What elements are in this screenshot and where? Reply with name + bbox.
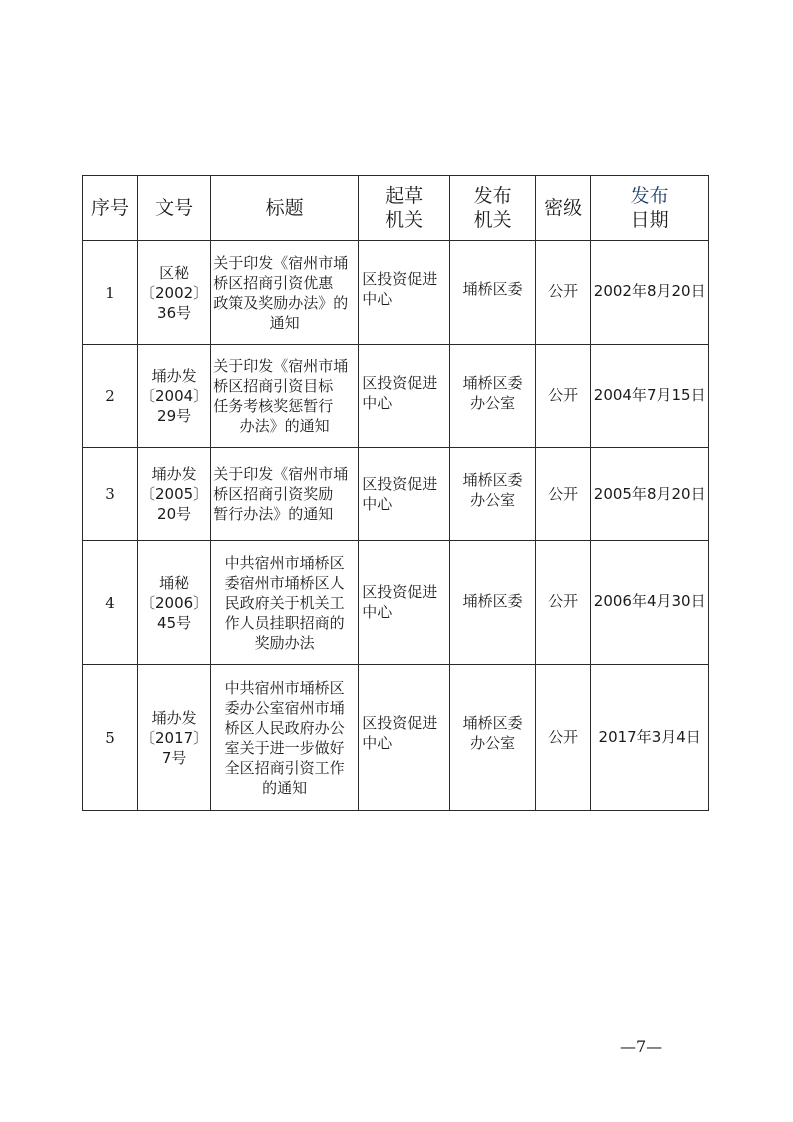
title-line: 桥区招商引资奖励	[213, 485, 334, 503]
cell-publisher	[450, 448, 536, 541]
drafter-line: 中心	[362, 603, 393, 621]
header-drafter-line2: 机关	[385, 209, 424, 231]
secret-label: 公开	[548, 282, 579, 300]
cell-publisher	[450, 241, 536, 345]
header-date	[591, 176, 709, 241]
date-label: 2006年4月30日	[593, 592, 706, 610]
title-line: 桥区人民政府办公	[224, 718, 345, 737]
title-line: 办法》的通知	[239, 417, 330, 435]
title-line: 室关于进一步做好	[224, 738, 345, 757]
cell-date	[591, 448, 709, 541]
doc-no-line: 〔2017〕	[140, 728, 209, 747]
title-line: 关于印发《宿州市埇	[213, 357, 349, 375]
date-label: 2002年8月20日	[593, 282, 706, 300]
publisher-line: 埇桥区委	[462, 280, 523, 298]
cell-publisher	[450, 345, 536, 448]
drafter-line: 区投资促进	[362, 270, 438, 288]
cell-drafter	[359, 665, 450, 811]
drafter-line: 中心	[362, 394, 393, 412]
drafter-line: 区投资促进	[362, 475, 438, 493]
cell-date	[591, 665, 709, 811]
secret-label: 公开	[548, 485, 579, 503]
drafter-line: 区投资促进	[362, 714, 438, 732]
drafter-line: 区投资促进	[362, 374, 438, 392]
cell-doc-no	[138, 541, 211, 665]
doc-no-line: 〔2004〕	[140, 387, 209, 405]
cell-publisher	[450, 665, 536, 811]
title-line: 作人员挂职招商的	[224, 613, 345, 632]
header-publisher	[450, 176, 536, 241]
table-row	[83, 541, 709, 665]
drafter-line: 区投资促进	[362, 583, 438, 601]
cell-doc-no	[138, 241, 211, 345]
header-drafter-line1: 起草	[385, 185, 424, 207]
table-row	[83, 241, 709, 345]
doc-no-line: 45号	[157, 613, 192, 632]
cell-publisher	[450, 541, 536, 665]
cell-date	[591, 345, 709, 448]
publisher-line: 办公室	[470, 491, 516, 509]
publisher-line: 埇桥区委	[462, 592, 523, 610]
secret-label: 公开	[548, 592, 579, 610]
doc-no-line: 7号	[161, 748, 187, 767]
header-seq: 序号	[83, 176, 138, 241]
cell-seq: 4	[83, 541, 138, 665]
title-line: 暂行办法》的通知	[213, 505, 334, 523]
cell-drafter	[359, 541, 450, 665]
cell-secret	[536, 448, 591, 541]
header-publisher-line2: 机关	[473, 209, 512, 231]
cell-title	[211, 541, 359, 665]
cell-title	[211, 345, 359, 448]
document-table-container	[82, 175, 709, 811]
title-line: 奖励办法	[254, 633, 315, 652]
cell-seq: 5	[83, 665, 138, 811]
cell-title	[211, 665, 359, 811]
cell-seq: 2	[83, 345, 138, 448]
table-header-row	[83, 176, 709, 241]
date-label: 2004年7月15日	[593, 386, 706, 404]
title-line: 关于印发《宿州市埇	[213, 253, 349, 272]
header-title: 标题	[211, 176, 359, 241]
cell-date	[591, 241, 709, 345]
cell-drafter	[359, 448, 450, 541]
date-label: 2005年8月20日	[593, 485, 706, 503]
title-line: 中共宿州市埇桥区	[224, 678, 345, 697]
cell-secret	[536, 665, 591, 811]
doc-no-line: 埇秘	[159, 573, 190, 592]
cell-doc-no	[138, 665, 211, 811]
title-line: 通知	[269, 313, 300, 332]
drafter-line: 中心	[362, 290, 393, 308]
header-date-line1: 发布	[630, 185, 669, 207]
title-line: 关于印发《宿州市埇	[213, 465, 349, 483]
title-line: 政策及奖励办法》的	[213, 293, 349, 312]
cell-secret	[536, 541, 591, 665]
title-line: 全区招商引资工作	[224, 758, 345, 777]
table-row	[83, 665, 709, 811]
header-drafter	[359, 176, 450, 241]
cell-seq: 1	[83, 241, 138, 345]
doc-no-line: 埇办发	[151, 708, 197, 727]
drafter-line: 中心	[362, 495, 393, 513]
title-line: 桥区招商引资目标	[213, 377, 334, 395]
doc-no-line: 〔2006〕	[140, 593, 209, 612]
title-line: 任务考核奖惩暂行	[213, 397, 334, 415]
title-line: 的通知	[262, 778, 308, 797]
title-line: 委宿州市埇桥区人	[224, 573, 345, 592]
cell-doc-no	[138, 448, 211, 541]
secret-label: 公开	[548, 728, 579, 746]
header-date-line2: 日期	[630, 209, 669, 231]
secret-label: 公开	[548, 386, 579, 404]
cell-seq: 3	[83, 448, 138, 541]
date-label: 2017年3月4日	[598, 728, 701, 746]
cell-title	[211, 241, 359, 345]
doc-no-line: 区秘	[159, 263, 190, 282]
publisher-line: 办公室	[470, 394, 516, 412]
doc-no-line: 埇办发	[151, 367, 197, 385]
publisher-line: 埇桥区委	[462, 714, 523, 732]
title-line: 民政府关于机关工	[224, 593, 345, 612]
header-doc-no: 文号	[138, 176, 211, 241]
doc-no-line: 20号	[157, 505, 192, 523]
cell-doc-no	[138, 345, 211, 448]
header-publisher-line1: 发布	[473, 185, 512, 207]
publisher-line: 埇桥区委	[462, 471, 523, 489]
doc-no-line: 29号	[157, 407, 192, 425]
doc-no-line: 〔2005〕	[140, 485, 209, 503]
cell-secret	[536, 241, 591, 345]
cell-drafter	[359, 241, 450, 345]
publisher-line: 埇桥区委	[462, 374, 523, 392]
table-row	[83, 345, 709, 448]
table-row	[83, 448, 709, 541]
policy-documents-table	[82, 175, 709, 811]
cell-secret	[536, 345, 591, 448]
publisher-line: 办公室	[470, 734, 516, 752]
doc-no-line: 36号	[157, 303, 192, 322]
doc-no-line: 〔2002〕	[140, 283, 209, 302]
cell-drafter	[359, 345, 450, 448]
cell-title	[211, 448, 359, 541]
cell-date	[591, 541, 709, 665]
header-secret: 密级	[536, 176, 591, 241]
title-line: 桥区招商引资优惠	[213, 273, 334, 292]
title-line: 委办公室宿州市埇	[224, 698, 345, 717]
doc-no-line: 埇办发	[151, 465, 197, 483]
page-number: —7—	[620, 1037, 663, 1056]
drafter-line: 中心	[362, 734, 393, 752]
title-line: 中共宿州市埇桥区	[224, 553, 345, 572]
